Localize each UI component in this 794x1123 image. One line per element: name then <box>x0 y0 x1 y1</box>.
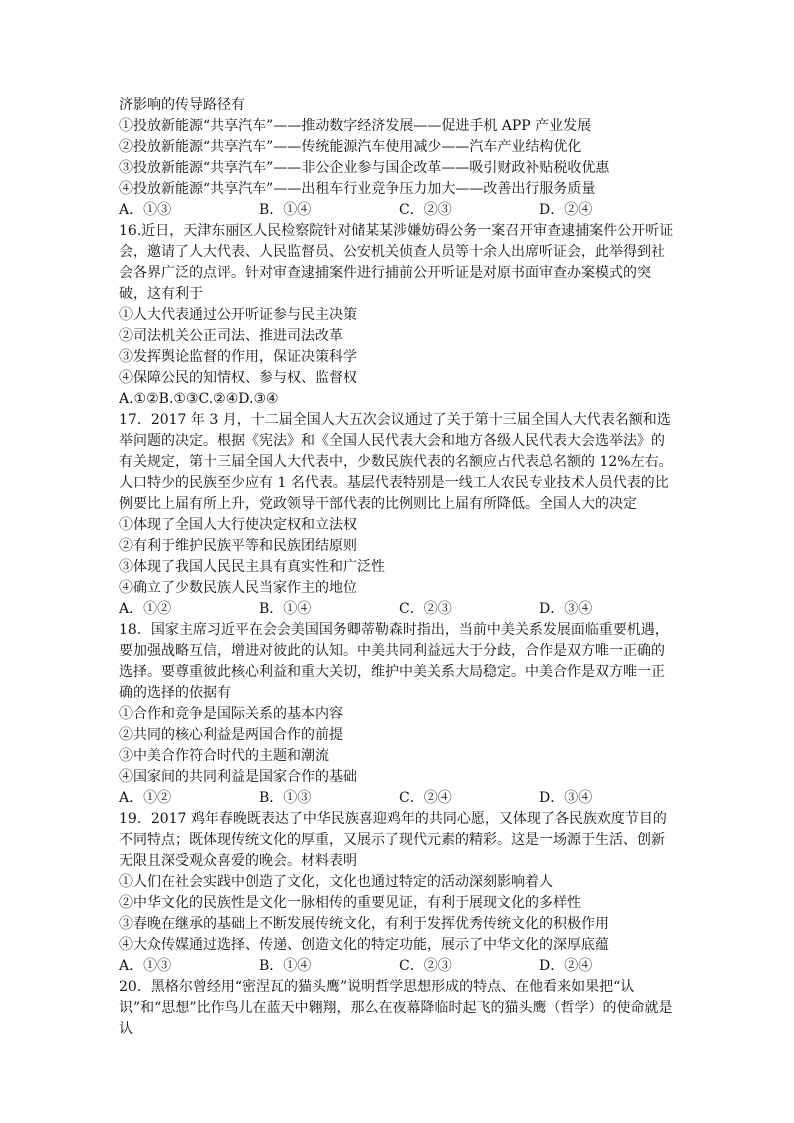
option-b: B．①④ <box>259 202 312 218</box>
choice-item: ③春晚在继承的基础上不断发展传统文化，有利于发挥优秀传统文化的积极作用 <box>119 916 609 932</box>
choice-item: ③发挥舆论监督的作用，保证决策科学 <box>119 349 357 365</box>
option-d: D．③④ <box>539 790 593 806</box>
question-20-stem: 20．黑格尔曾经用“密涅瓦的猫头鹰”说明哲学思想形成的特点、在他看来如果把“认识”和“思想”比作鸟儿在蓝天中翱翔，那么在夜幕降临时起飞的猫头鹰（哲学）的使命就是认 <box>119 979 673 1037</box>
choice-item: ①人们在社会实践中创造了文化，文化也通过特定的活动深刻影响着人 <box>119 874 553 890</box>
question-17-stem: 17．2017 年 3 月，十二届全国人大五次会议通过了关于第十三届全国人大代表名额和选举问题的决定。根据《宪法》和《全国人民代表大会和地方各级人民代表大会选举法》的有关规定，第十三届全国人大代表中，少数民族代表的名额应占代表总名额的 12%左右。人口特少的民族至少应有 1 名代表。基层代表特别是一线工人农民专业技术人员代表的比例要比上届有所上升，党政领导干部代表的比例则比上届有所降低。全国人大的决定 <box>119 412 673 512</box>
option-b: B．①④ <box>259 601 312 617</box>
choice-item: ④保障公民的知情权、参与权、监督权 <box>119 370 357 386</box>
option-d: D．③④ <box>539 601 593 617</box>
option-d: D．②④ <box>539 202 593 218</box>
choice-item: ③中美合作符合时代的主题和潮流 <box>119 748 329 764</box>
choice-item: ③投放新能源“共享汽车”——非公企业参与国企改革——吸引财政补贴税收优惠 <box>119 160 610 176</box>
answer-options <box>119 788 677 809</box>
option-c: C．②③ <box>399 202 452 218</box>
question-19-stem: 19．2017 鸡年春晚既表达了中华民族喜迎鸡年的共同心愿，又体现了各民族欢度节目的不同特点；既体现传统文化的厚重，又展示了现代元素的精彩。这是一场源于生活、创新无限且深受观众喜爱的晚会。材料表明 <box>119 811 667 869</box>
option-b: B．①③ <box>259 790 312 806</box>
option-a: A．①② <box>119 790 172 806</box>
choice-item: ②有利于维护民族平等和民族团结原则 <box>119 538 357 554</box>
option-a: A．①② <box>119 601 172 617</box>
option-a: A．①③ <box>119 202 172 218</box>
question-16-stem: 16.近日，天津东丽区人民检察院针对储某某涉嫌妨碍公务一案召开审查逮捕案件公开听证会，邀请了人大代表、人民监督员、公安机关侦查人员等十余人出席听证会，此举得到社会各界广泛的点评。针对审查逮捕案件进行捕前公开听证是对原书面审查办案模式的突破，这有利于 <box>119 223 674 302</box>
choice-item: ④国家间的共同利益是国家合作的基础 <box>119 769 357 785</box>
choice-item: ④投放新能源“共享汽车”——出租车行业竞争压力加大——改善出行服务质量 <box>119 181 596 197</box>
choice-item: ②中华文化的民族性是文化一脉相传的重要见证，有利于展现文化的多样性 <box>119 895 581 911</box>
answer-options <box>119 599 677 620</box>
exam-content <box>119 95 677 1040</box>
choice-item: ③体现了我国人民民主具有真实性和广泛性 <box>119 559 385 575</box>
answer-options-inline: A.①②B.①③C.②④D.③④ <box>119 391 279 407</box>
question-18-stem: 18．国家主席习近平在会会美国国务卿蒂勒森时指出，当前中美关系发展面临重要机遇，要加强战略互信，增进对彼此的认知。中美共同利益远大于分歧，合作是双方唯一正确的选择。要尊重彼此核心利益和重大关切，维护中美关系大局稳定。中美合作是双方唯一正确的选择的依据有 <box>119 622 669 701</box>
choice-item: ④大众传媒通过选择、传递、创造文化的特定功能，展示了中华文化的深厚底蕴 <box>119 937 609 953</box>
option-c: C．②③ <box>399 958 452 974</box>
answer-options <box>119 200 677 221</box>
choice-item: ②投放新能源“共享汽车”——传统能源汽车使用减少——汽车产业结构优化 <box>119 139 582 155</box>
answer-options <box>119 956 677 977</box>
option-a: A．①③ <box>119 958 172 974</box>
option-c: C．②④ <box>399 790 452 806</box>
choice-item: ①合作和竞争是国际关系的基本内容 <box>119 706 343 722</box>
option-d: D．②④ <box>539 958 593 974</box>
option-c: C．②③ <box>399 601 452 617</box>
choice-item: ②共同的核心利益是两国合作的前提 <box>119 727 343 743</box>
choice-item: ①人大代表通过公开听证参与民主决策 <box>119 307 357 323</box>
choice-item: ②司法机关公正司法、推进司法改革 <box>119 328 343 344</box>
option-b: B．①④ <box>259 958 312 974</box>
question-stem-tail: 济影响的传导路径有 <box>119 97 245 113</box>
choice-item: ①投放新能源“共享汽车”——推动数字经济发展——促进手机 APP 产业发展 <box>119 118 592 134</box>
choice-item: ④确立了少数民族人民当家作主的地位 <box>119 580 357 596</box>
choice-item: ①体现了全国人大行使决定权和立法权 <box>119 517 357 533</box>
